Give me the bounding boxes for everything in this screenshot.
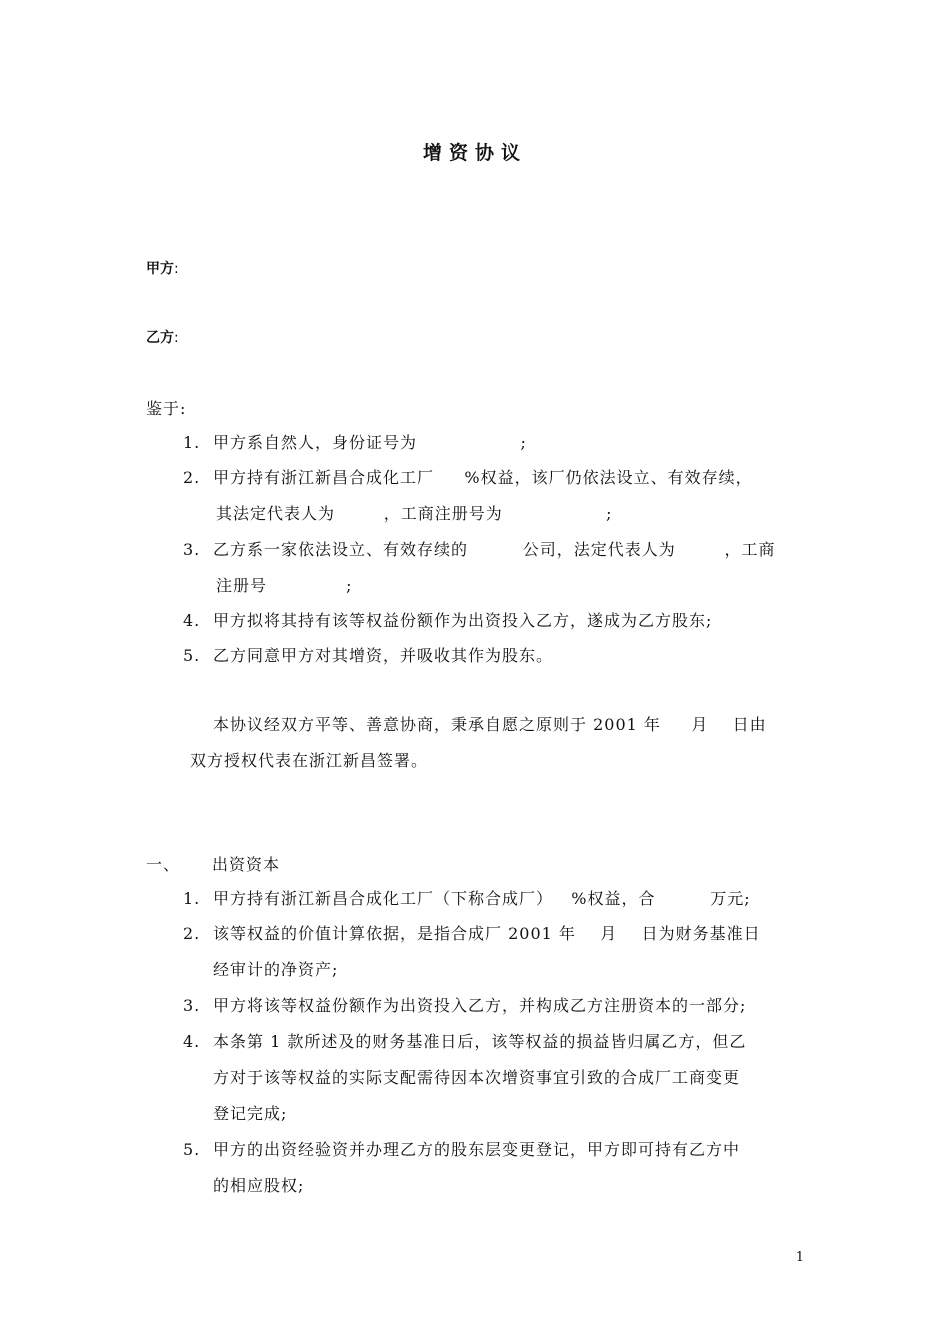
whereas-heading: 鉴于:	[146, 399, 187, 418]
whereas-item-text: 甲方拟将其持有该等权益份额作为出资投入乙方，遂成为乙方股东;	[213, 611, 713, 630]
whereas-item-2	[183, 465, 753, 488]
party-a-name: 甲方	[146, 261, 174, 277]
section-item-number: 3.	[183, 996, 201, 1015]
section-item-number: 1.	[183, 889, 201, 908]
whereas-item-number: 2.	[183, 468, 201, 487]
section-number: 一、	[146, 855, 181, 874]
page-number: 1	[795, 1250, 804, 1265]
section-1-heading	[146, 852, 280, 875]
section-item-text: 甲方的出资经验资并办理乙方的股东层变更登记，甲方即可持有乙方中	[213, 1140, 741, 1159]
section-1-item-2	[183, 921, 761, 944]
whereas-item-5	[183, 643, 553, 666]
party-b-colon: :	[174, 330, 179, 346]
section-1-item-2-cont: 经审计的净资产;	[213, 960, 339, 979]
whereas-item-text: 乙方同意甲方对其增资，并吸收其作为股东。	[213, 646, 554, 665]
section-1-item-3	[183, 993, 746, 1016]
whereas-item-2-cont: 其法定代表人为 ，工商注册号为 ;	[216, 504, 613, 523]
party-a-colon: :	[174, 261, 179, 277]
section-item-text: 甲方将该等权益份额作为出资投入乙方，并构成乙方注册资本的一部分;	[213, 996, 747, 1015]
section-1-item-5	[183, 1137, 740, 1160]
section-item-number: 5.	[183, 1140, 201, 1159]
preamble-line-2: 双方授权代表在浙江新昌签署。	[190, 751, 429, 770]
whereas-item-text: 甲方持有浙江新昌合成化工厂 %权益，该厂仍依法设立、有效存续，	[213, 468, 753, 487]
section-1-item-5-cont: 的相应股权;	[213, 1176, 305, 1195]
section-title: 出资资本	[212, 855, 281, 874]
section-item-text: 甲方持有浙江新昌合成化工厂（下称合成厂） %权益，合 万元;	[213, 889, 751, 908]
party-b-name: 乙方	[146, 330, 174, 346]
whereas-item-text: 甲方系自然人，身份证号为 ;	[213, 433, 527, 452]
section-1-item-1	[183, 886, 751, 909]
preamble-line-1: 本协议经双方平等、善意协商，秉承自愿之原则于 2001 年 月 日由	[213, 715, 767, 734]
whereas-item-4	[183, 608, 712, 631]
whereas-item-text: 乙方系一家依法设立、有效存续的 公司，法定代表人为 ，工商	[213, 540, 776, 559]
document-title: 增资协议	[422, 142, 527, 164]
party-a-label	[146, 258, 179, 278]
section-item-number: 2.	[183, 924, 201, 943]
whereas-item-number: 3.	[183, 540, 201, 559]
whereas-item-number: 5.	[183, 646, 201, 665]
section-item-text: 本条第 1 款所述及的财务基准日后，该等权益的损益皆归属乙方，但乙	[213, 1032, 747, 1051]
section-item-text: 该等权益的价值计算依据，是指合成厂 2001 年 月 日为财务基准日	[213, 924, 761, 943]
section-1-item-4-cont-1: 方对于该等权益的实际支配需待因本次增资事宜引致的合成厂工商变更	[213, 1068, 741, 1087]
party-b-label	[146, 327, 179, 347]
section-item-number: 4.	[183, 1032, 201, 1051]
whereas-item-1	[183, 430, 527, 453]
whereas-item-number: 4.	[183, 611, 201, 630]
whereas-item-3	[183, 537, 775, 560]
whereas-item-number: 1.	[183, 433, 201, 452]
section-1-item-4-cont-2: 登记完成;	[213, 1104, 288, 1123]
section-1-item-4	[183, 1029, 746, 1052]
whereas-item-3-cont: 注册号 ;	[216, 576, 353, 595]
